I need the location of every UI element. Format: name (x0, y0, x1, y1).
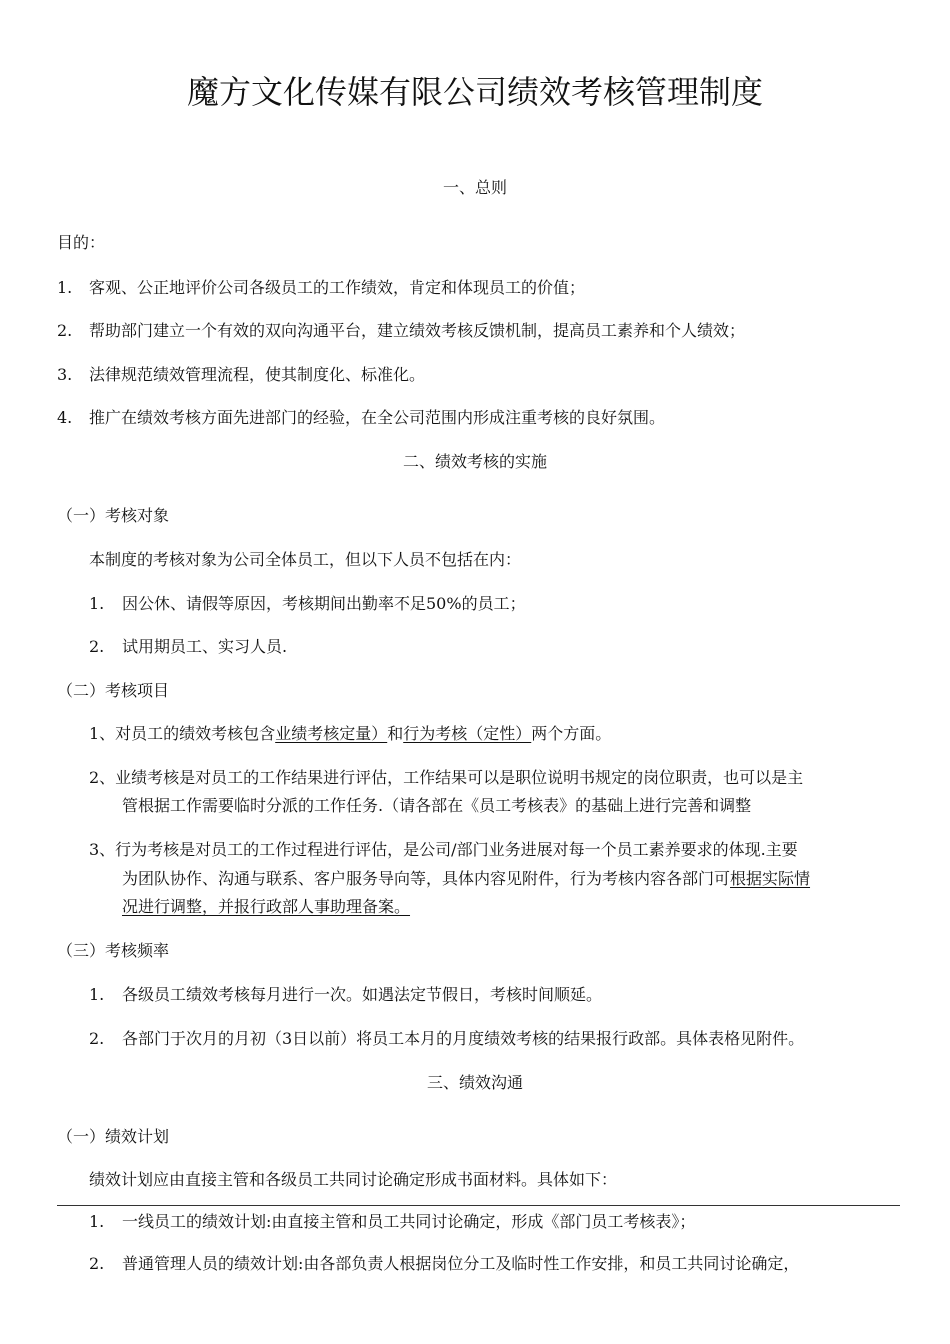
section-2-heading: 二、绩效考核的实施 (402, 452, 547, 471)
document-title: 魔方文化传媒有限公司绩效考核管理制度 (186, 73, 763, 111)
list-item-line: 2、业绩考核是对员工的工作结果进行评估，工作结果可以是职位说明书规定的岗位职责，也可以是主 (89, 768, 804, 787)
underlined-text: 行为考核（定性） (403, 724, 532, 743)
list-item-number: 2. (89, 1254, 105, 1273)
underlined-text: 况进行调整，并报行政部人事助理备案。 (122, 897, 411, 916)
list-item-number: 1. (89, 594, 105, 613)
list-item: 推广在绩效考核方面先进部门的经验，在全公司范围内形成注重考核的良好氛围。 (89, 408, 666, 427)
paragraph: 绩效计划应由直接主管和各级员工共同讨论确定形成书面材料。具体如下： (89, 1170, 618, 1189)
horizontal-rule (57, 1205, 900, 1206)
list-item-line (122, 897, 410, 917)
subsection-heading: （二）考核项目 (57, 681, 170, 700)
list-item: 一线员工的绩效计划:由直接主管和员工共同讨论确定，形成《部门员工考核表》； (122, 1212, 696, 1231)
list-item: 试用期员工、实习人员. (122, 637, 288, 656)
underlined-text: 业绩考核定量） (275, 724, 388, 743)
section-1-heading: 一、总则 (442, 178, 507, 197)
list-item-line (122, 869, 810, 889)
list-item-line: 3、行为考核是对员工的工作过程进行评估，是公司/部门业务进展对每一个员工素养要求的体现.主要 (89, 840, 798, 859)
subsection-heading: （一）考核对象 (57, 506, 170, 525)
purpose-label: 目的： (57, 233, 106, 252)
text-segment: 两个方面。 (531, 724, 612, 743)
subsection-heading: （一）绩效计划 (57, 1127, 170, 1146)
underlined-text: 根据实际情 (730, 869, 811, 888)
list-item-number: 2. (89, 1029, 105, 1048)
list-item-number: 1. (89, 985, 105, 1004)
list-item (89, 724, 611, 744)
subsection-heading: （三）考核频率 (57, 941, 170, 960)
list-item-number: 1. (57, 278, 73, 297)
list-item: 因公休、请假等原因，考核期间出勤率不足50%的员工； (122, 594, 526, 613)
list-item: 客观、公正地评价公司各级员工的工作绩效，肯定和体现员工的价值； (89, 278, 586, 297)
paragraph: 本制度的考核对象为公司全体员工，但以下人员不包括在内： (89, 550, 522, 569)
list-item-line: 管根据工作需要临时分派的工作任务.（请各部在《员工考核表》的基础上进行完善和调整 (122, 796, 752, 815)
list-item-number: 4. (57, 408, 73, 427)
list-item: 各级员工绩效考核每月进行一次。如遇法定节假日，考核时间顺延。 (122, 985, 603, 1004)
list-item: 普通管理人员的绩效计划:由各部负责人根据岗位分工及临时性工作安排，和员工共同讨论确定， (122, 1254, 800, 1273)
list-item-number: 2. (89, 637, 105, 656)
list-item-number: 2. (57, 321, 73, 340)
text-segment: 为团队协作、沟通与联系、客户服务导向等，具体内容见附件，行为考核内容各部门可 (122, 869, 731, 888)
text-segment: 1、对员工的绩效考核包含 (89, 724, 276, 743)
list-item-number: 3. (57, 365, 73, 384)
list-item: 法律规范绩效管理流程，使其制度化、标准化。 (89, 365, 426, 384)
text-segment: 和 (387, 724, 404, 743)
list-item: 帮助部门建立一个有效的双向沟通平台，建立绩效考核反馈机制，提高员工素养和个人绩效； (89, 321, 746, 340)
section-3-heading: 三、绩效沟通 (426, 1073, 523, 1092)
list-item-number: 1. (89, 1212, 105, 1231)
list-item: 各部门于次月的月初（3日以前）将员工本月的月度绩效考核的结果报行政部。具体表格见附件。 (122, 1029, 805, 1048)
